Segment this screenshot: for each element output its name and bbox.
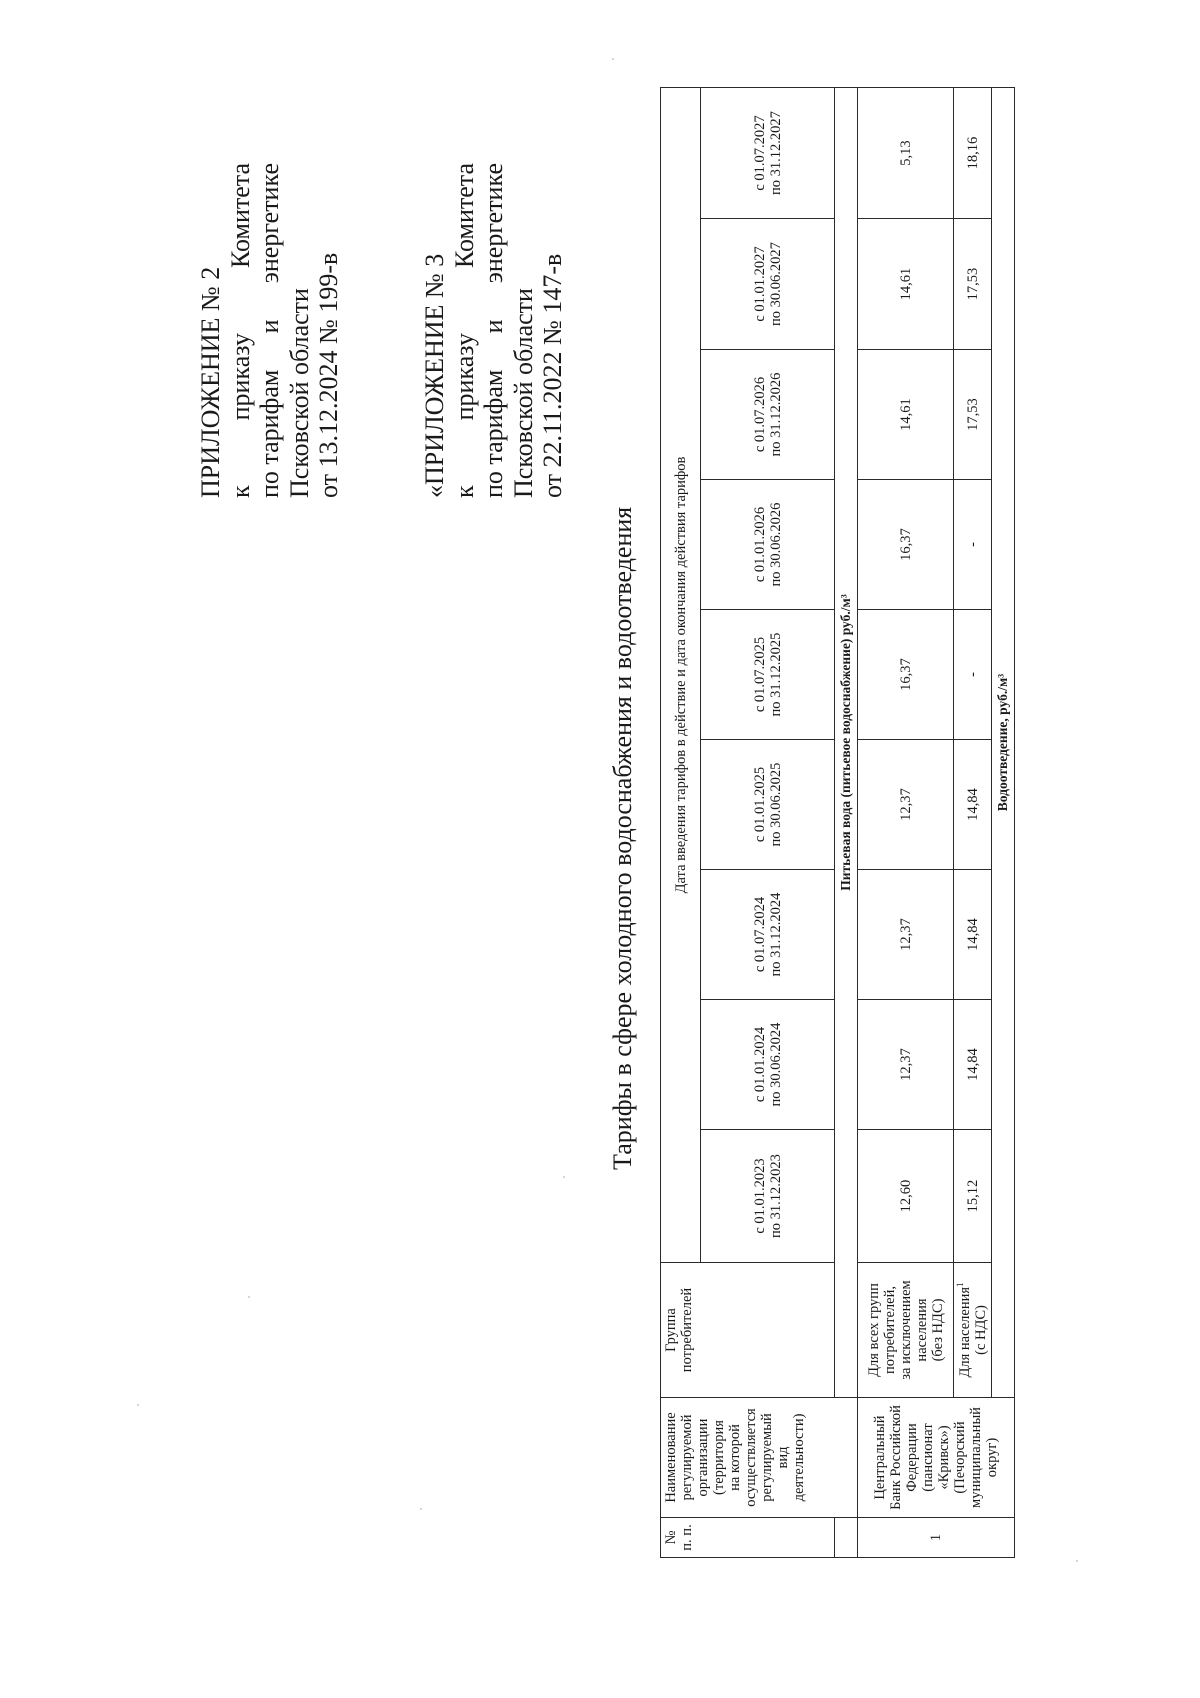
population-label: Для населения (956, 1286, 973, 1378)
tariff-value: 12,37 (858, 1000, 954, 1130)
period-cell: с 01.01.2025 по 30.06.2025 (701, 740, 835, 870)
appendix-word: энергетике (479, 163, 508, 284)
header-row (661, 88, 701, 1558)
period-cell: с 01.07.2027 по 31.12.2027 (701, 88, 835, 219)
tariff-value: 18,16 (954, 88, 992, 219)
period-cell: с 01.07.2026 по 31.12.2026 (701, 350, 835, 480)
appendix-order-date: от 13.12.2024 № 199-в (314, 252, 343, 498)
consumer-group-all: Для всех групп потребителей, за исключением населения (без НДС) (858, 1263, 954, 1398)
appendix-word: энергетике (255, 163, 284, 284)
tariff-value: - (954, 610, 992, 740)
population-vat-label: (с НДС) (972, 1305, 989, 1355)
appendix-word: приказу (225, 333, 255, 421)
appendix-line (226, 163, 256, 498)
appendix-order-date: от 22.11.2022 № 147-в (538, 253, 567, 498)
table-row (954, 88, 992, 1558)
document-title: Тарифы в сфере холодного водоснабжения и водоотведения (608, 506, 637, 1170)
appendix-title: «ПРИЛОЖЕНИЕ № 3 (420, 253, 449, 498)
appendix-word: приказу (449, 333, 479, 421)
col-number-header: № п. п. (661, 1518, 835, 1558)
col-consumer-group-header: Группа потребителей (661, 1263, 835, 1398)
appendix-word: по тарифам (479, 369, 508, 498)
tariff-value: 16,37 (858, 610, 954, 740)
tariff-value: 14,61 (858, 219, 954, 350)
period-cell: с 01.07.2025 по 31.12.2025 (701, 610, 835, 740)
appendix-word: и (255, 319, 284, 334)
tariff-value: 14,61 (858, 350, 954, 480)
tariff-value: 15,12 (954, 1130, 992, 1263)
appendix-word: к (449, 485, 479, 498)
period-cell: с 01.01.2027 по 30.06.2027 (701, 219, 835, 350)
col-dates-header: Дата введения тарифов в действие и дата окончания действия тарифов (661, 88, 701, 1263)
appendix-word: и (479, 319, 508, 334)
appendix-word: по тарифам (255, 369, 284, 498)
period-cell: с 01.07.2024 по 31.12.2024 (701, 870, 835, 1000)
appendix-title: ПРИЛОЖЕНИЕ № 2 (196, 266, 225, 498)
section-sewer-label: Водоотведение, руб./м³ (992, 88, 1015, 1398)
tariff-table (660, 87, 1015, 1558)
appendix-word: к (225, 485, 255, 498)
col-organization-header: Наименование регулируемой организации (территория на которой осуществляется регулируемый вид деятельности) (661, 1398, 858, 1518)
tariff-value: 17,53 (954, 219, 992, 350)
footnote-marker: 1 (954, 1282, 965, 1287)
tariff-value: 12,37 (858, 870, 954, 1000)
tariff-value: 16,37 (858, 480, 954, 610)
appendix-word: Комитета (449, 163, 479, 269)
appendix-line (450, 163, 480, 498)
appendix-word: Комитета (225, 163, 255, 269)
organization-name: Центральный Банк Российской Федерации (пансионат «Кривск») (Печорский муниципальный округ) (858, 1398, 1015, 1518)
empty-cell (835, 1518, 858, 1558)
appendix-region: Псковской области (508, 288, 538, 498)
period-cell: с 01.01.2024 по 30.06.2024 (701, 1000, 835, 1130)
tariff-value: - (954, 480, 992, 610)
tariff-value: 12,60 (858, 1130, 954, 1263)
period-cell: с 01.01.2023 по 31.12.2023 (701, 1130, 835, 1263)
tariff-value: 12,37 (858, 740, 954, 870)
consumer-group-population (954, 1263, 992, 1398)
tariff-value: 14,84 (954, 870, 992, 1000)
section-row-water (835, 88, 858, 1558)
tariff-value: 14,84 (954, 1000, 992, 1130)
appendix-line (255, 163, 285, 498)
table-row (858, 88, 954, 1558)
tariff-value: 14,84 (954, 740, 992, 870)
section-row-sewer (992, 88, 1015, 1558)
appendix-line (479, 163, 509, 498)
section-water-label: Питьевая вода (питьевое водоснабжение) руб./м³ (835, 88, 858, 1398)
appendix-region: Псковской области (284, 288, 314, 498)
tariff-value: 5,13 (858, 88, 954, 219)
appendix-header-original (420, 163, 568, 498)
tariff-value: 17,53 (954, 350, 992, 480)
appendix-header-current (196, 163, 344, 498)
period-cell: с 01.01.2026 по 30.06.2026 (701, 480, 835, 610)
row-number: 1 (858, 1518, 1015, 1558)
